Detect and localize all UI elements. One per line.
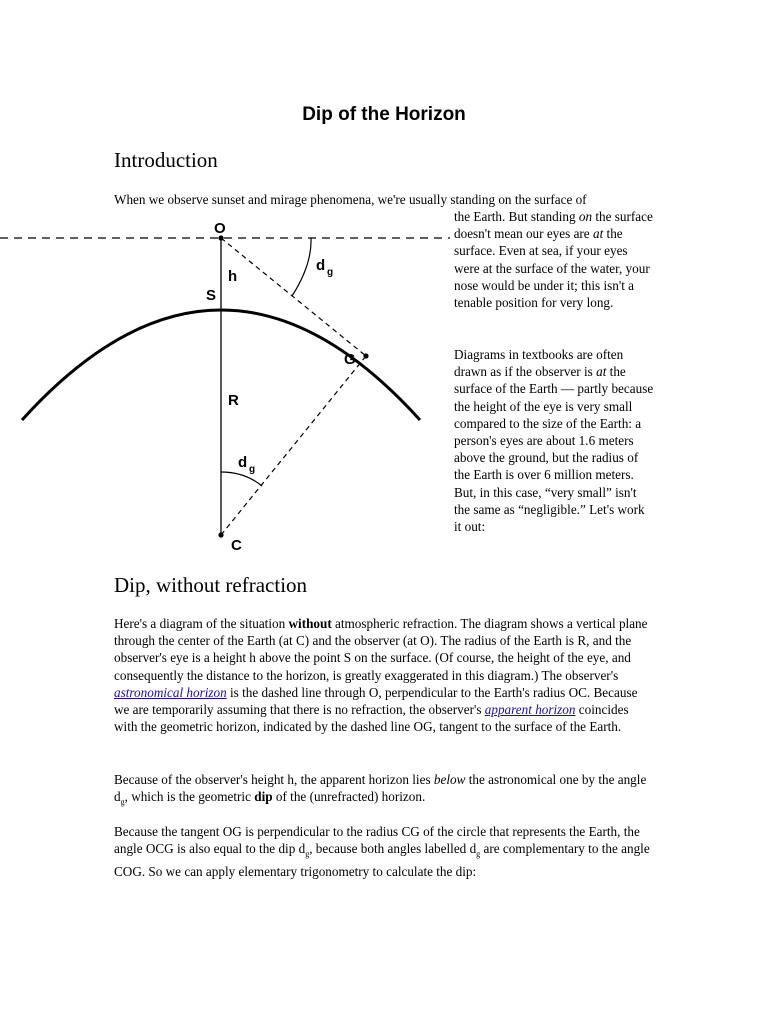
astronomical-horizon-link[interactable]: astronomical horizon	[114, 684, 227, 700]
intro-paragraph-1: the Earth. But standing on the surface doesn't mean our eyes are at the surface. Even at sea, if your eyes were at the surface of the water, your nose would be under it; this isn't a tenable position for very long.	[454, 209, 653, 311]
label-dip-bottom-subscript: g	[249, 464, 256, 475]
dip-without-refraction-heading: Dip, without refraction	[114, 573, 308, 597]
label-g: G	[344, 351, 356, 368]
label-r: R	[228, 392, 239, 409]
label-s: S	[206, 287, 217, 304]
tangent-line-og	[221, 238, 366, 356]
label-o: O	[214, 220, 226, 237]
introduction-heading: Introduction	[114, 148, 218, 172]
dip-paragraph-3: Because the tangent OG is perpendicular to the radius CG of the circle that represents the Earth, the angle OCG is also equal to the dip $d_g$, because both angles labelled $d_g$ are complementary to the angle COG. So we can apply elementary trigonometry to calculate the dip:	[114, 824, 650, 880]
point-c	[218, 532, 223, 537]
intro-paragraph-2: Diagrams in textbooks are often drawn as if the observer is at the surface of the Earth — partly because the height of the eye is very small compared to the size of the Earth: a person's eyes are about 1.6 meters above the ground, but the radius of the Earth is over 6 million meters. But, in this case, “very small” isn't the same as “negligible.” Let's work it out:	[454, 347, 654, 535]
label-c: C	[231, 537, 242, 554]
dip-paragraph-2: Because of the observer's height h, the apparent horizon lies below the astronomical one by the angle $d_g$, which is the geometric dip of the (unrefracted) horizon.	[114, 772, 647, 807]
label-dip-bottom: d	[238, 454, 248, 471]
label-dip-top-subscript: g	[327, 267, 334, 278]
intro-first-line: When we observe sunset and mirage phenomena, we're usually standing on the surface of	[114, 192, 587, 207]
label-h: h	[228, 268, 238, 285]
point-g	[363, 353, 368, 358]
dip-paragraph-1: Here's a diagram of the situation without atmospheric refraction. The diagram shows a vertical plane through the center of the Earth (at C) and the observer (at O). The radius of the Earth is R, and the observer's eye is a height h above the point S on the surface. (Of course, the height of the eye, and consequently the distance to the horizon, is greatly exaggerated in this diagram.) The observer's astronomical horizon is the dashed line through O, perpendicular to the Earth's radius OC. Because we are temporarily assuming that there is no refraction, the observer's apparent horizon coincides with the geometric horizon, indicated by the dashed line OG, tangent to the surface of the Earth.	[114, 616, 648, 735]
dip-angle-arc-bottom	[221, 472, 262, 486]
label-dip-top: d	[316, 257, 326, 274]
radius-line-cg	[221, 356, 366, 535]
page-title: Dip of the Horizon	[302, 104, 466, 125]
dip-angle-arc-top	[292, 238, 311, 296]
apparent-horizon-link[interactable]: apparent horizon	[484, 702, 576, 718]
